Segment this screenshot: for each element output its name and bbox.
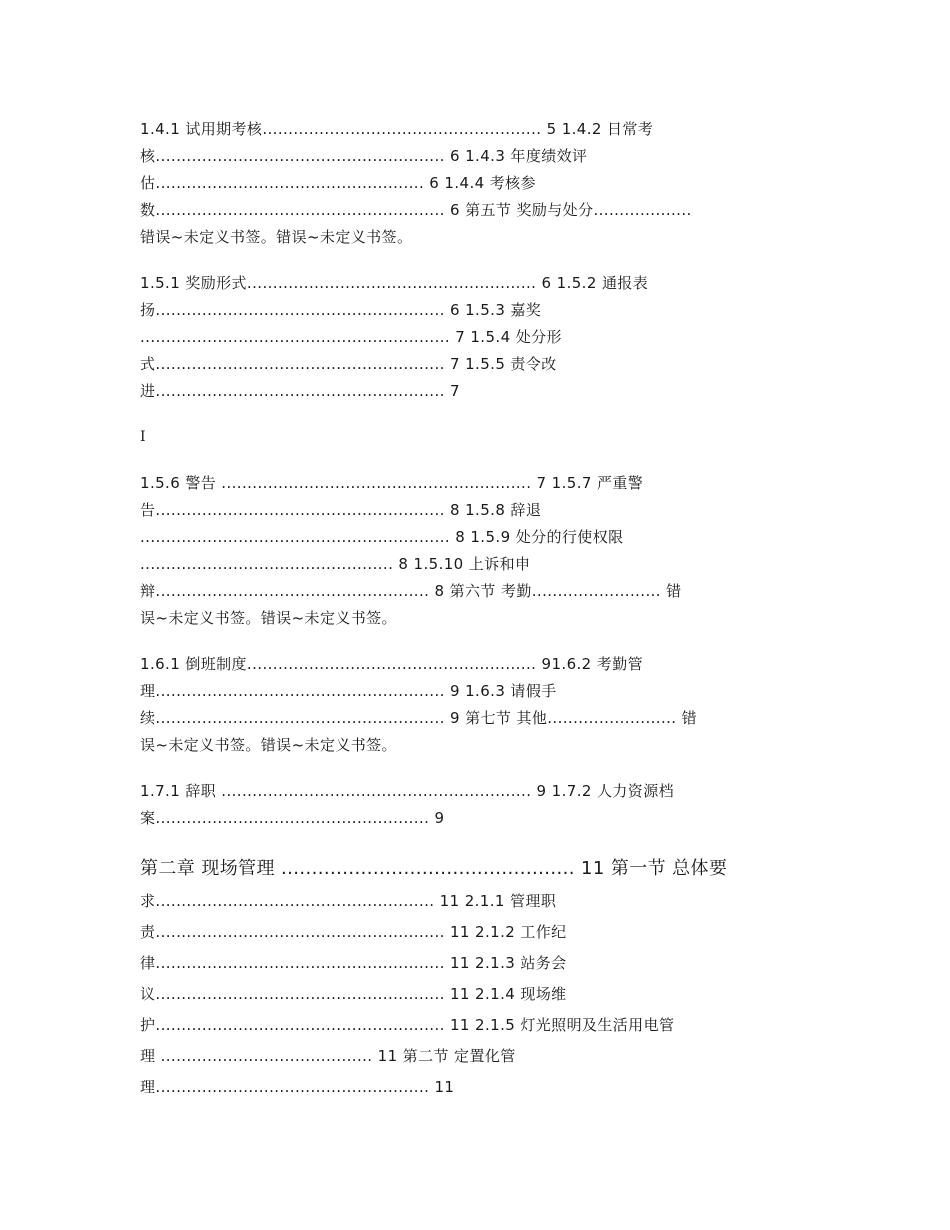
toc-line: 误~未定义书签。错误~未定义书签。 <box>140 736 397 754</box>
toc-line: 1.5.6 警告 ............................................................ 7 1.5.7 严重警 <box>140 474 644 492</box>
toc-block-1-5-cont <box>140 470 820 632</box>
toc-line: 责........................................................ 11 2.1.2 工作纪 <box>140 923 567 941</box>
toc-line: 求...................................................... 11 2.1.1 管理职 <box>140 892 557 910</box>
toc-line: 式........................................................ 7 1.5.5 责令改 <box>140 355 557 373</box>
toc-line: 理 ......................................... 11 第二节 定置化管 <box>140 1047 516 1065</box>
toc-line: 核........................................................ 6 1.4.3 年度绩效评 <box>140 147 588 165</box>
toc-block-1-5 <box>140 270 820 405</box>
toc-line: 理........................................................ 9 1.6.3 请假手 <box>140 682 557 700</box>
toc-line: 1.5.1 奖励形式........................................................ 6 1.5.2 通报表 <box>140 274 649 292</box>
toc-line: 理..................................................... 11 <box>140 1078 455 1096</box>
toc-block-1-4 <box>140 116 820 251</box>
toc-line: 扬........................................................ 6 1.5.3 嘉奖 <box>140 301 542 319</box>
toc-line: 1.6.1 倒班制度........................................................ 91.6.2 考勤管 <box>140 655 643 673</box>
toc-line: 告........................................................ 8 1.5.8 辞退 <box>140 501 542 519</box>
toc-line: ............................................................ 7 1.5.4 处分形 <box>140 328 562 346</box>
toc-line: 律........................................................ 11 2.1.3 站务会 <box>140 954 567 972</box>
toc-line: 1.4.1 试用期考核...................................................... 5 1.4.2 日常考 <box>140 120 654 138</box>
toc-line: 辩..................................................... 8 第六节 考勤......................... 错 <box>140 582 682 600</box>
toc-block-1-7 <box>140 778 820 832</box>
toc-line: 估.................................................... 6 1.4.4 考核参 <box>140 174 536 192</box>
toc-line: 续........................................................ 9 第七节 其他......................... 错 <box>140 709 698 727</box>
toc-line: ............................................................ 8 1.5.9 处分的行使权限 <box>140 528 624 546</box>
toc-line: 误~未定义书签。错误~未定义书签。 <box>140 609 397 627</box>
toc-line: 案..................................................... 9 <box>140 809 445 827</box>
toc-line: 护........................................................ 11 2.1.5 灯光照明及生活用电管 <box>140 1016 675 1034</box>
toc-line: ................................................. 8 1.5.10 上诉和申 <box>140 555 531 573</box>
toc-line: 议........................................................ 11 2.1.4 现场维 <box>140 985 567 1003</box>
chapter-heading-line: 第二章 现场管理 ................................................ 11 第一节 总体要 <box>140 858 728 879</box>
roman-page-marker: I <box>140 429 146 445</box>
toc-line: 进........................................................ 7 <box>140 382 460 400</box>
toc-line: 数........................................................ 6 第五节 奖励与处分................... <box>140 201 692 219</box>
toc-page <box>140 116 820 1103</box>
toc-line: 1.7.1 辞职 ............................................................ 9 1.7.2 人力资源档 <box>140 782 675 800</box>
toc-block-1-6 <box>140 651 820 759</box>
toc-line: 错误~未定义书签。错误~未定义书签。 <box>140 228 413 246</box>
toc-chapter-2 <box>140 851 820 1103</box>
